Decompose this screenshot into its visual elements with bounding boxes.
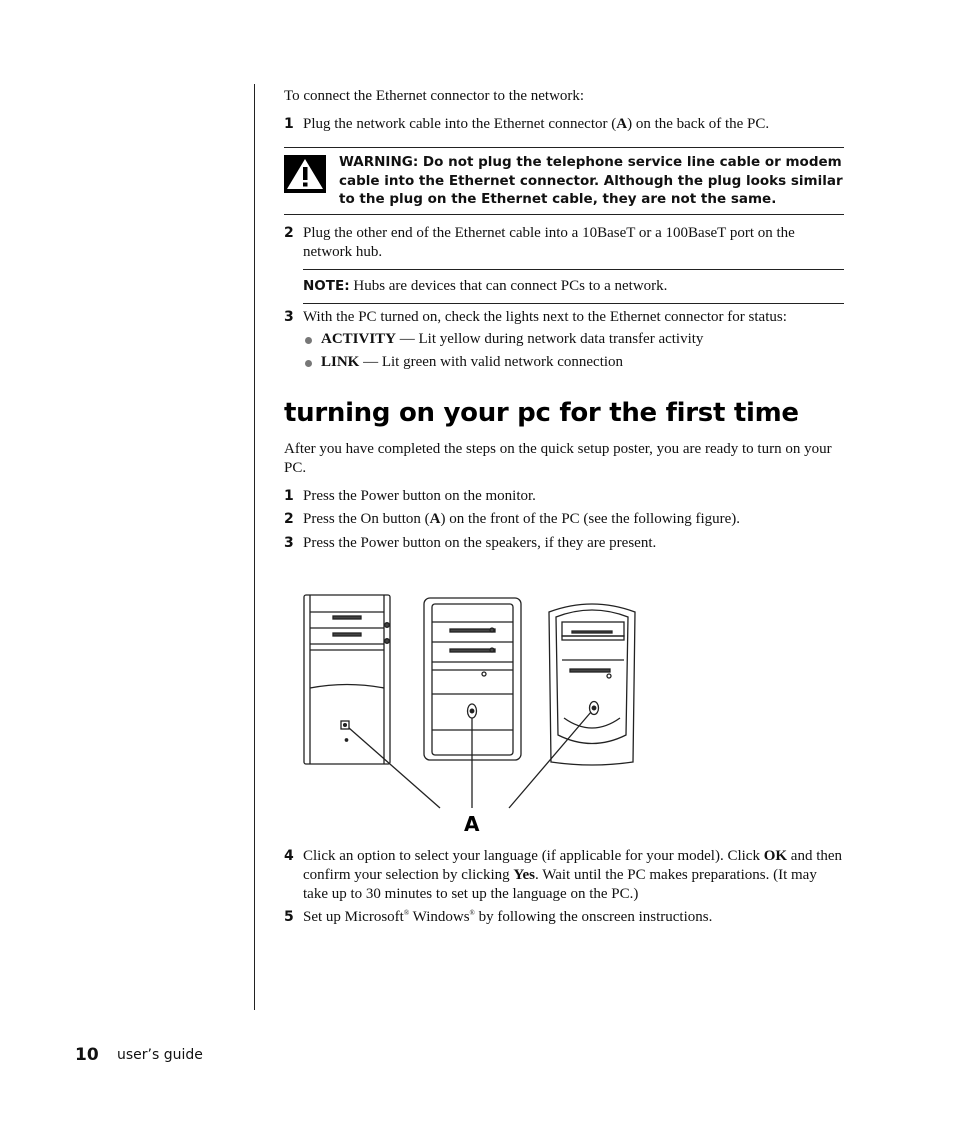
step-text: Click an option to select your language (if applicable for your model). Click (303, 847, 764, 864)
pc-tower-1-illustration (304, 595, 390, 764)
step-3-speakers-power (284, 534, 844, 553)
step-text: by following the onscreen instructions. (474, 908, 713, 925)
pc-tower-3-illustration (549, 604, 635, 765)
bullet-text: — Lit yellow during network data transfer activity (396, 330, 704, 347)
step-1-plug-cable (284, 115, 844, 134)
step-text: Plug the other end of the Ethernet cable into a 10BaseT or a 100BaseT port on the network hub. (303, 224, 795, 260)
bullet-activity (284, 330, 844, 349)
step-text: Windows (409, 908, 470, 925)
step-text: Press the Power button on the monitor. (303, 487, 536, 504)
step-text: Press the On button ( (303, 510, 430, 527)
step-text: ) on the back of the PC. (627, 116, 770, 132)
page-footer (75, 1045, 203, 1065)
ok-label: OK (763, 847, 788, 864)
bullet-dot-icon (305, 360, 312, 367)
warning-box (284, 147, 844, 215)
step-text: . Wait until the PC makes preparations. (It may take up to 30 minutes to set up the language on the PC.) (303, 866, 817, 902)
bullet-term: LINK (321, 353, 360, 370)
step-text: Press the Power button on the speakers, if they are present. (303, 534, 657, 551)
bullet-link (284, 353, 844, 372)
step-number: 3 (284, 534, 294, 551)
step-text: ) on the front of the PC (see the following figure). (440, 510, 741, 527)
step-text: Plug the network cable into the Ethernet connector ( (303, 116, 617, 132)
step-4-language (284, 847, 844, 904)
note-box (303, 269, 844, 304)
bullet-term: ACTIVITY (321, 330, 397, 347)
warning-text: WARNING: Do not plug the telephone service line cable or modem cable into the Ethernet connector. Although the plug looks similar to the plug on the Ethernet cable, they are not the same. (339, 154, 843, 207)
step-5-windows-setup (284, 908, 844, 927)
step-text: and then confirm your selection by clicking (303, 847, 843, 883)
footer-label: user’s guide (117, 1047, 203, 1063)
step-number: 1 (284, 487, 294, 504)
callout-label-a: A (464, 812, 480, 835)
step-text: Set up Microsoft (303, 908, 404, 925)
callout-letter: A (616, 116, 628, 132)
bullet-dot-icon (305, 337, 312, 344)
step-number: 5 (284, 908, 294, 925)
step-number: 2 (284, 224, 294, 241)
margin-rule (254, 84, 255, 1010)
step-3-check-lights (284, 308, 844, 327)
callout-letter: A (429, 510, 441, 527)
section-intro: After you have completed the steps on the quick setup poster, you are ready to turn on your PC. (284, 440, 832, 476)
section-heading: turning on your pc for the first time (284, 397, 799, 428)
bullet-text: — Lit green with valid network connection (359, 353, 624, 370)
step-number: 4 (284, 847, 294, 864)
page-number: 10 (75, 1045, 99, 1065)
step-text: With the PC turned on, check the lights next to the Ethernet connector for status: (303, 308, 787, 325)
yes-label: Yes (513, 866, 536, 883)
step-number: 3 (284, 308, 294, 325)
note-label: NOTE: (303, 277, 350, 294)
step-2-connect-hub (284, 224, 844, 262)
step-2-on-button (284, 510, 844, 529)
warning-triangle-icon (284, 155, 326, 193)
registered-mark: ® (469, 908, 475, 917)
step-1-monitor-power (284, 487, 844, 506)
step-number: 2 (284, 510, 294, 527)
registered-mark: ® (403, 908, 410, 917)
intro-text: To connect the Ethernet connector to the network: (284, 88, 585, 104)
note-text: Hubs are devices that can connect PCs to a network. (349, 277, 668, 294)
step-number: 1 (284, 116, 294, 132)
pc-towers-figure (300, 590, 645, 835)
